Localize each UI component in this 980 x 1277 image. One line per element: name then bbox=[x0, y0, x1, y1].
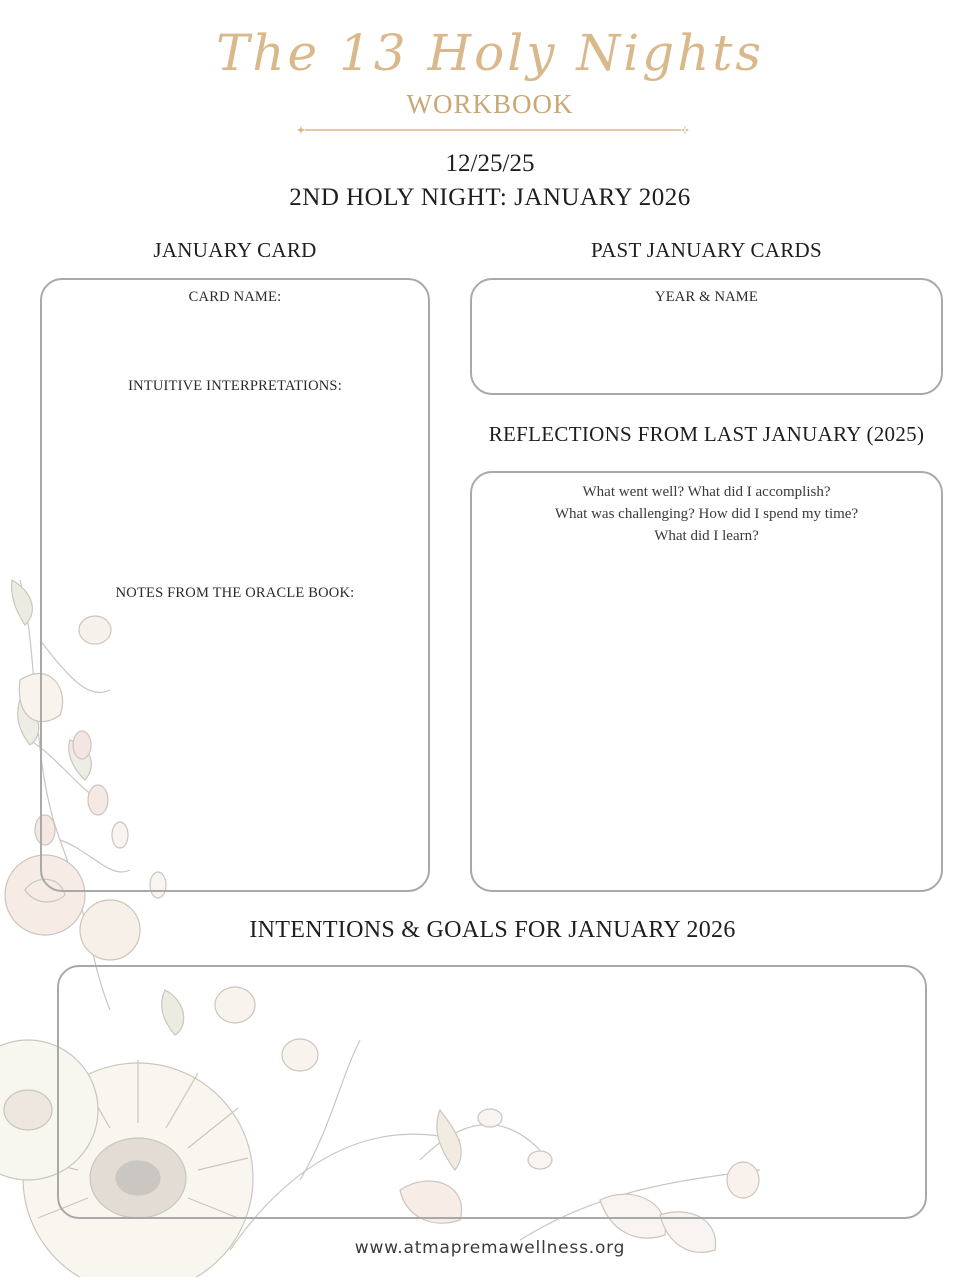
reflection-question: What was challenging? How did I spend my time? bbox=[554, 506, 859, 522]
reflection-question: What went well? What did I accomplish? bbox=[582, 484, 831, 500]
entry-date: 12/25/25 bbox=[445, 150, 535, 177]
oracle-notes-label: NOTES FROM THE ORACLE BOOK: bbox=[115, 585, 355, 601]
year-name-label: YEAR & NAME bbox=[655, 289, 758, 305]
past-cards-heading: PAST JANUARY CARDS bbox=[590, 238, 823, 262]
workbook-subtitle: WORKBOOK bbox=[406, 89, 574, 119]
reflection-question: What did I learn? bbox=[654, 528, 759, 544]
january-card-heading: JANUARY CARD bbox=[153, 238, 317, 262]
intentions-heading: INTENTIONS & GOALS FOR JANUARY 2026 bbox=[249, 917, 736, 943]
workbook-title: The 13 Holy Nights bbox=[215, 24, 765, 82]
decorative-divider bbox=[297, 123, 689, 137]
card-name-label: CARD NAME: bbox=[188, 289, 282, 305]
intentions-box[interactable] bbox=[57, 965, 927, 1219]
website-url[interactable]: www.atmapremawellness.org bbox=[354, 1238, 626, 1258]
night-title: 2ND HOLY NIGHT: JANUARY 2026 bbox=[289, 184, 691, 211]
interpretations-label: INTUITIVE INTERPRETATIONS: bbox=[128, 378, 342, 394]
reflections-heading: REFLECTIONS FROM LAST JANUARY (2025) bbox=[488, 422, 925, 446]
